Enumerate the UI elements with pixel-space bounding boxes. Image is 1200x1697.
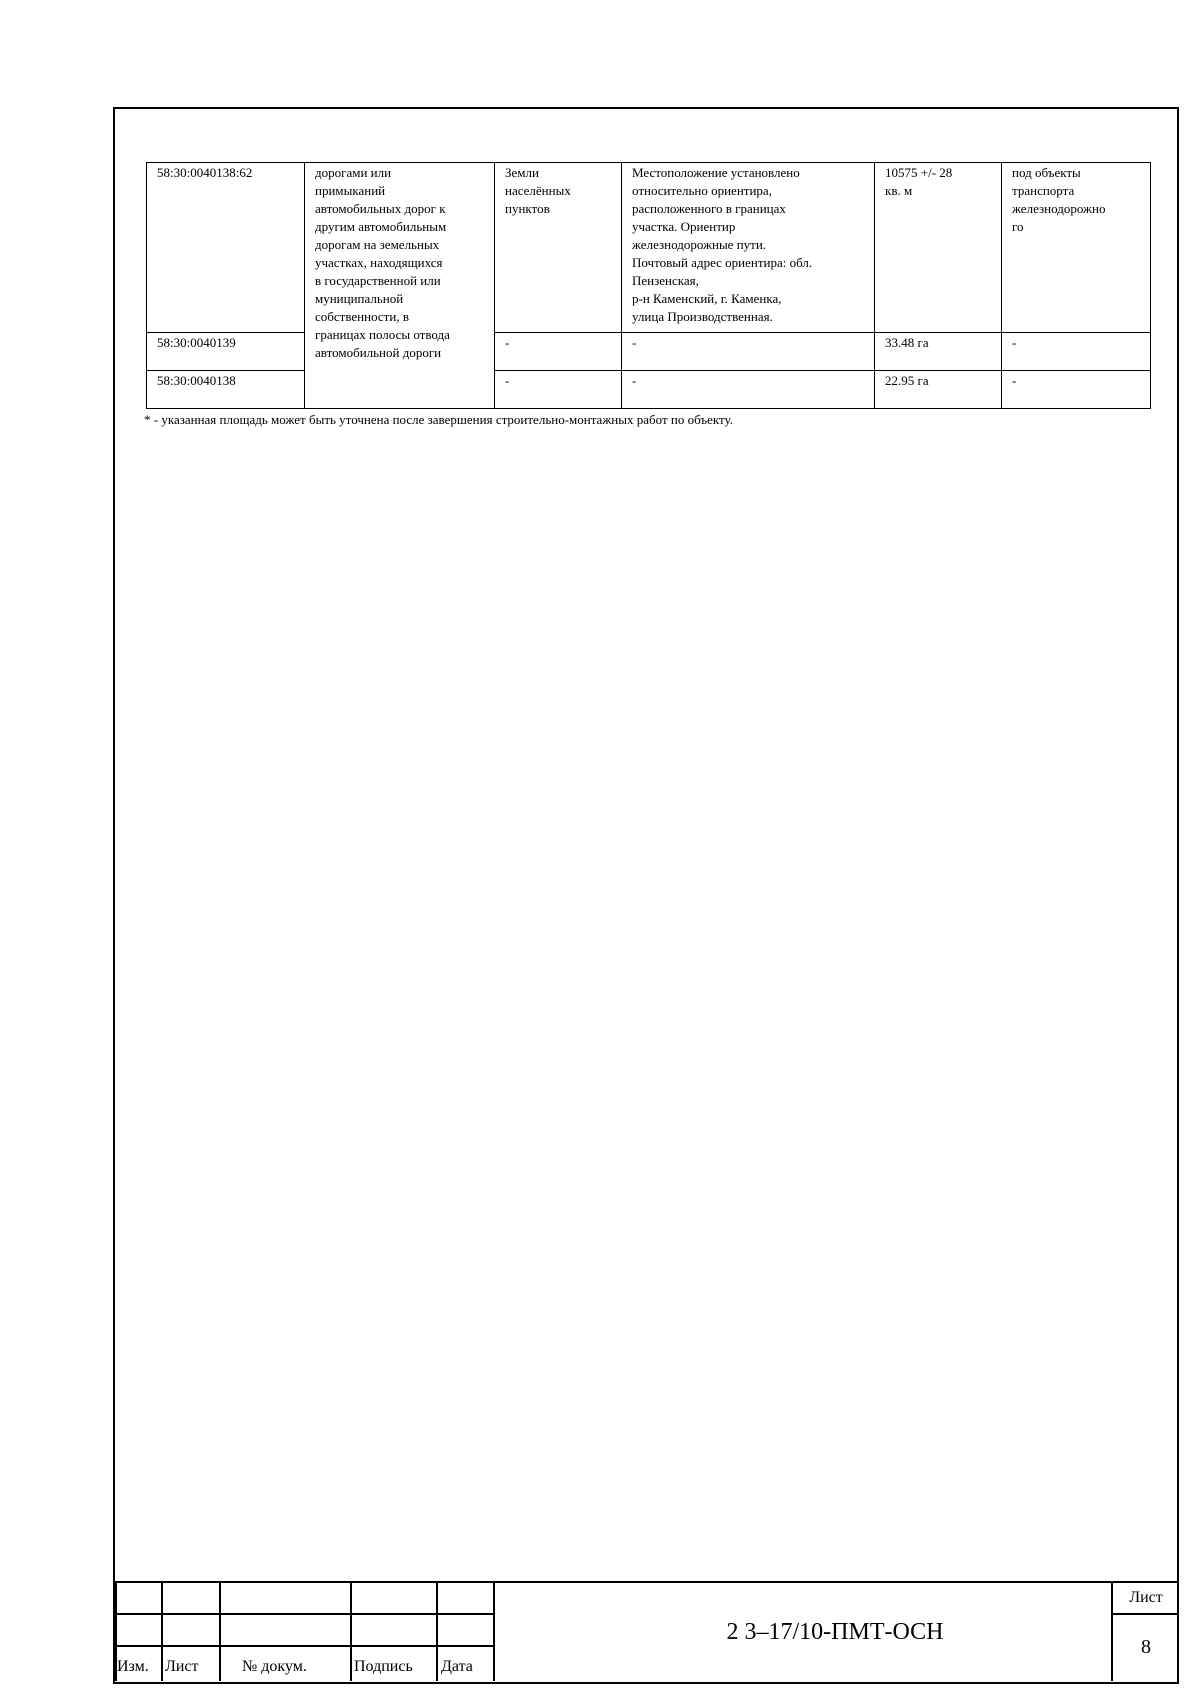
document-code: 2 3–17/10-ПМТ-ОСН bbox=[726, 1619, 944, 1645]
permitted-use-text: под объекты транспорта железнодорожно го bbox=[1012, 165, 1106, 234]
cadastral-number-cell: 58:30:0040139 bbox=[147, 333, 305, 371]
area-cell bbox=[875, 163, 1002, 333]
stamp-doc-label: № докум. bbox=[242, 1658, 307, 1675]
location-cell: - bbox=[622, 371, 875, 409]
location-text: Местоположение установлено относительно ориентира, расположенного в границах участка. Ориентир железнодорожные пути. Почтовый адрес ориентира: обл. Пензенская, р-н Каменский, г. Каменка, улица Производственная. bbox=[632, 165, 813, 324]
purpose-cell bbox=[305, 163, 495, 409]
table-row bbox=[147, 163, 1151, 333]
permitted-use-cell: - bbox=[1002, 371, 1151, 409]
cadastral-number-cell: 58:30:0040138 bbox=[147, 371, 305, 409]
stamp-line bbox=[115, 1613, 495, 1615]
stamp-line bbox=[1113, 1613, 1179, 1615]
permitted-use-cell: - bbox=[1002, 333, 1151, 371]
land-category-cell bbox=[495, 163, 622, 333]
table-row bbox=[147, 371, 1151, 409]
title-block bbox=[115, 1581, 1179, 1681]
location-cell bbox=[622, 163, 875, 333]
sheet-number: 8 bbox=[1141, 1636, 1151, 1658]
land-plots-table bbox=[146, 162, 1151, 409]
stamp-line bbox=[219, 1581, 221, 1681]
area-cell: 22.95 га bbox=[875, 371, 1002, 409]
sheet-label: Лист bbox=[1129, 1589, 1163, 1606]
stamp-line bbox=[115, 1581, 1179, 1583]
stamp-line bbox=[161, 1581, 163, 1681]
stamp-list-label: Лист bbox=[165, 1658, 199, 1675]
stamp-line bbox=[493, 1581, 495, 1681]
permitted-use-cell bbox=[1002, 163, 1151, 333]
location-cell: - bbox=[622, 333, 875, 371]
area-cell: 33.48 га bbox=[875, 333, 1002, 371]
land-category-cell: - bbox=[495, 371, 622, 409]
stamp-line bbox=[436, 1581, 438, 1681]
cadastral-number-cell: 58:30:0040138:62 bbox=[147, 163, 305, 333]
stamp-line bbox=[350, 1581, 352, 1681]
footnote: * - указанная площадь может быть уточнена после завершения строительно-монтажных работ по объекту. bbox=[144, 412, 733, 427]
land-category-text: Земли населённых пунктов bbox=[505, 165, 571, 216]
stamp-izm-label: Изм. bbox=[117, 1658, 149, 1675]
stamp-date-label: Дата bbox=[441, 1658, 473, 1675]
stamp-line bbox=[115, 1645, 495, 1647]
land-category-cell: - bbox=[495, 333, 622, 371]
table-row bbox=[147, 333, 1151, 371]
stamp-sign-label: Подпись bbox=[354, 1658, 413, 1675]
purpose-text: дорогами или примыканий автомобильных дорог к другим автомобильным дорогам на земельных участках, находящихся в государственной или муниципальной собственности, в границах полосы отвода автомобильной дороги bbox=[315, 165, 450, 360]
area-text: 10575 +/- 28 кв. м bbox=[885, 165, 953, 198]
